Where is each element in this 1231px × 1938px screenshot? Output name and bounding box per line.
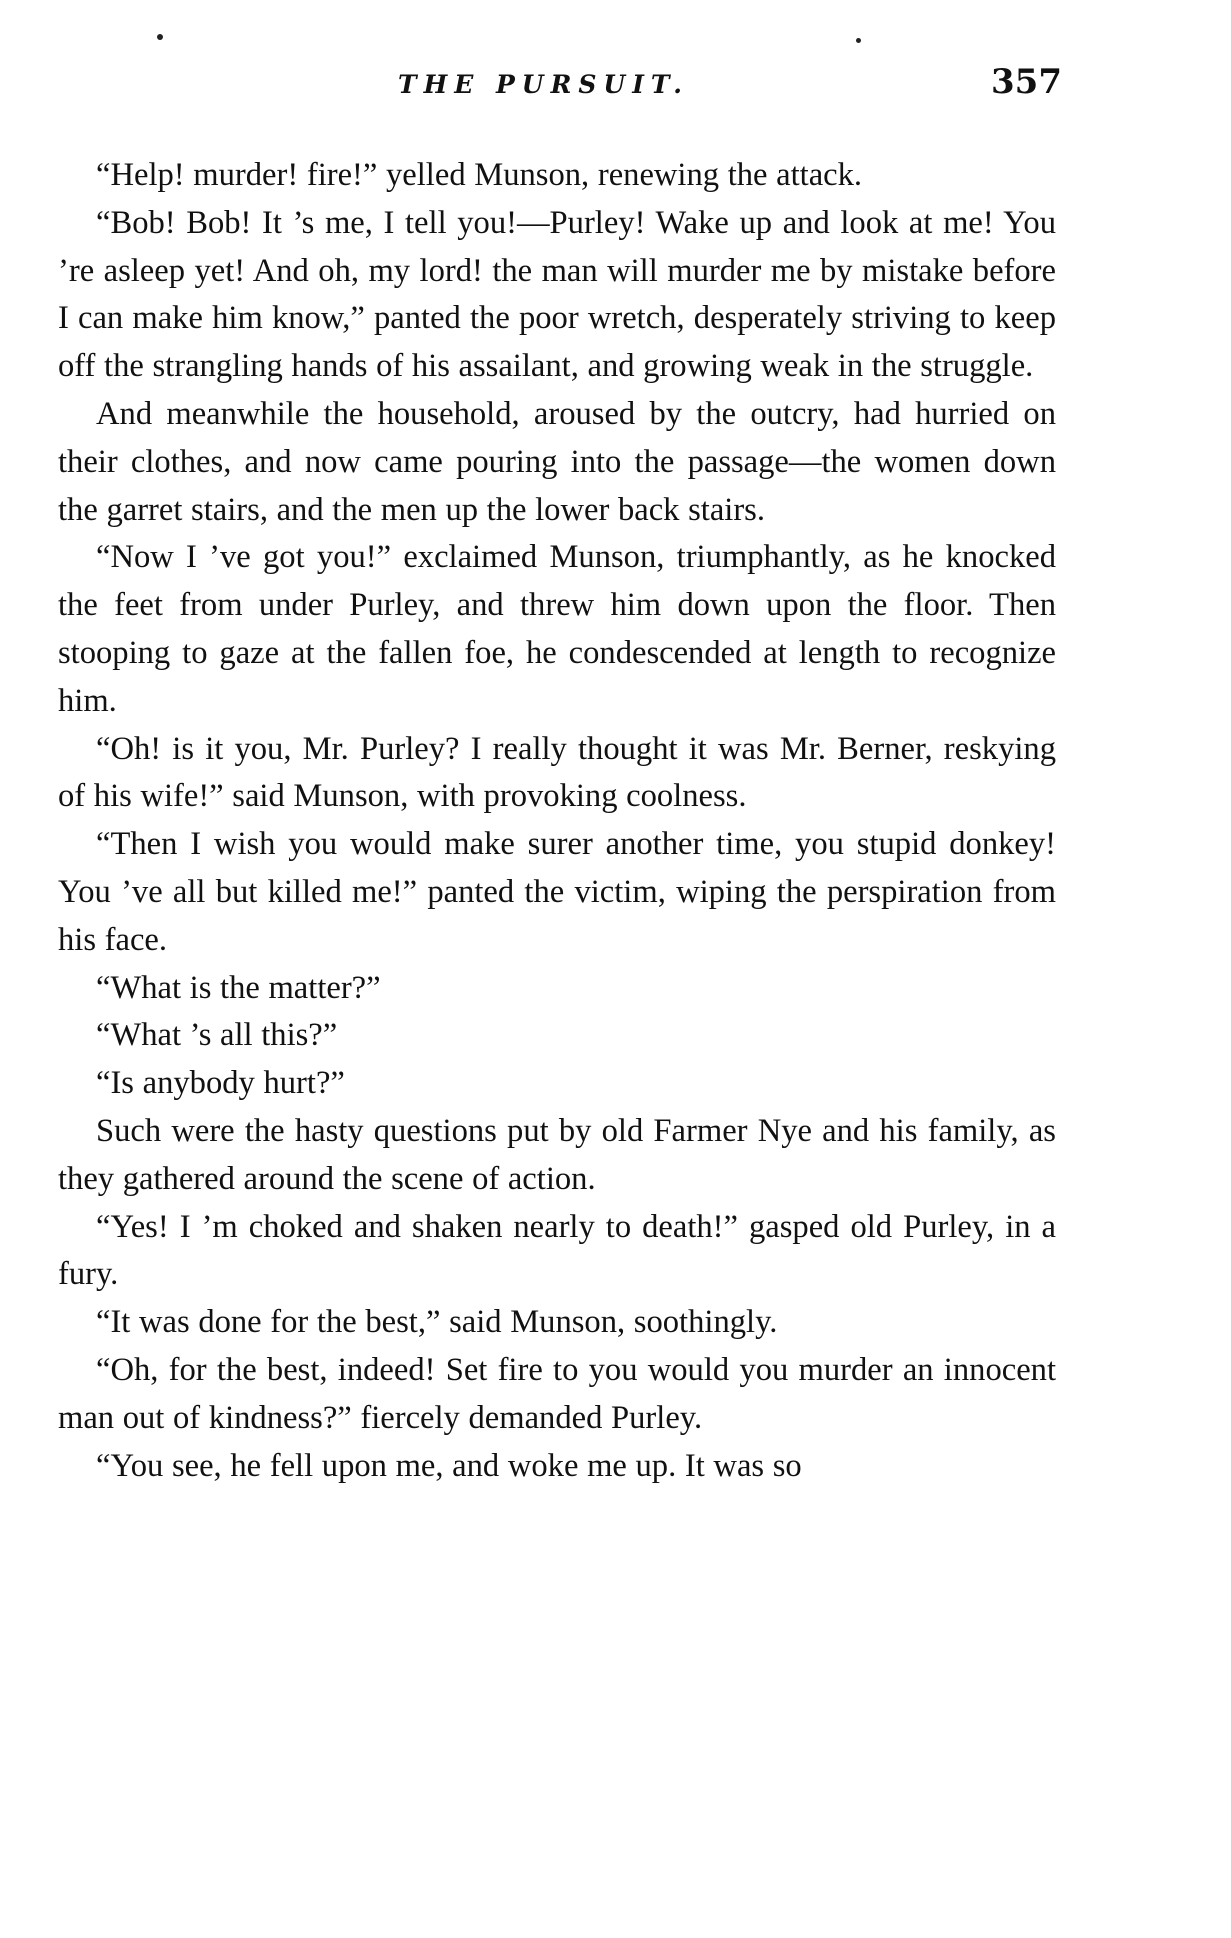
paragraph: “Is anybody hurt?”	[96, 1065, 345, 1102]
body-text	[58, 152, 1056, 1490]
paragraph: “Help! murder! fire!” yelled Munson, renewing the attack.	[96, 157, 863, 193]
page-number: 357	[991, 62, 1062, 102]
paragraph: “Now I ’ve got you!” exclaimed Munson, triumphantly, as he knocked the feet from under Purley, and threw him down upon the floor. Then stooping to gaze at the fallen foe, he condescended at length to recognize him.	[58, 539, 1056, 719]
print-speck	[157, 34, 163, 40]
paragraph: “You see, he fell upon me, and woke me up. It was so	[96, 1447, 802, 1484]
paragraph: “It was done for the best,” said Munson, soothingly.	[96, 1304, 778, 1341]
print-speck	[856, 38, 861, 43]
paragraph: “Oh, for the best, indeed! Set fire to you would you murder an innocent man out of kindness?” fiercely demanded Purley.	[58, 1351, 1056, 1436]
paragraph: “What is the matter?”	[96, 969, 381, 1006]
page-header	[58, 62, 1062, 102]
paragraph: “What ’s all this?”	[96, 1017, 338, 1054]
paragraph: “Then I wish you would make surer another time, you stupid donkey! You ’ve all but killed me!” panted the victim, wiping the perspiration from his face.	[58, 826, 1056, 958]
paragraph: “Bob! Bob! It ’s me, I tell you!—Purley! Wake up and look at me! You ’re asleep yet! And oh, my lord! the man will murder me by mistake before I can make him know,” panted the poor wretch, desperately striving to keep off the strangling hands of his assailant, and growing weak in the struggle.	[58, 204, 1056, 385]
paragraph: “Oh! is it you, Mr. Purley? I really thought it was Mr. Berner, reskying of his wife!” said Munson, with provoking coolness.	[58, 730, 1056, 815]
running-head: THE PURSUIT.	[398, 70, 689, 99]
paragraph: Such were the hasty questions put by old Farmer Nye and his family, as they gathered around the scene of action.	[58, 1112, 1056, 1197]
paragraph: “Yes! I ’m choked and shaken nearly to death!” gasped old Purley, in a fury.	[58, 1208, 1056, 1293]
paragraph: And meanwhile the household, aroused by the outcry, had hurried on their clothes, and now came pouring into the passage—the women down the garret stairs, and the men up the lower back stairs.	[58, 395, 1056, 528]
